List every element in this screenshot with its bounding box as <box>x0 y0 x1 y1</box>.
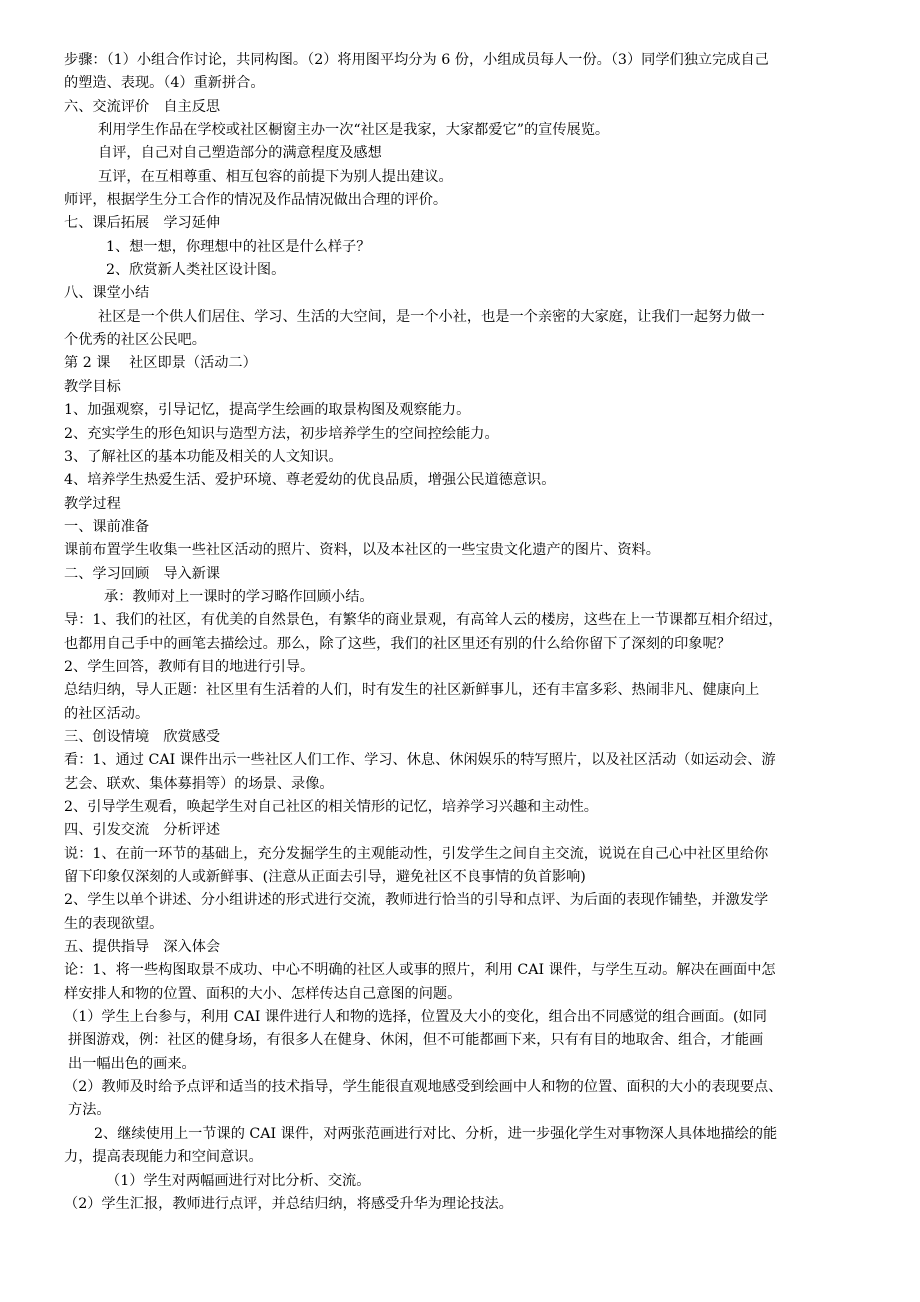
text-line: 也都用自己手中的画笔去描绘过。那么，除了这些，我们的社区里还有别的什么给你留下了深刻的印象呢？ <box>64 635 731 652</box>
text-line: 导：1、我们的社区，有优美的自然景色，有繁华的商业景观，有高耸人云的楼房，这些在上一节课都互相介绍过， <box>64 612 783 629</box>
text-line: 的社区活动。 <box>64 705 150 722</box>
section-heading: 八、课堂小结 <box>64 285 150 302</box>
text-line: （2）学生汇报，教师进行点评，并总结归纳，将感受升华为理论技法。 <box>64 1195 513 1212</box>
text-line: 2、学生回答，教师有目的地进行引导。 <box>64 658 315 675</box>
text-line: 方法。 <box>68 1102 111 1119</box>
list-item: 2、充实学生的形色知识与造型方法，初步培养学生的空间控绘能力。 <box>64 425 499 442</box>
list-item: 3、了解社区的基本功能及相关的人文知识。 <box>64 448 343 465</box>
text-line: 生的表现欲望。 <box>64 915 164 932</box>
text-line: 看：1、通过 CAI 课件出示一些社区人们工作、学习、休息、休闲娱乐的特写照片，以及社区活动（如运动会、游 <box>64 752 776 769</box>
list-item: 1、想一想，你理想中的社区是什么样子？ <box>106 238 371 255</box>
text-line: （1）学生上台参与，利用 CAI 课件进行人和物的选择，位置及大小的变化，组合出不同感觉的组合画面。(如同 <box>64 1009 767 1026</box>
text-line: 2、引导学生观看，唤起学生对自己社区的相关情形的记忆，培养学习兴趣和主动性。 <box>64 799 598 815</box>
text-line: 步骤：（1）小组合作讨论，共同构图。（2）将用图平均分为 6 份，小组成员每人一份。（3）同学们独立完成自己 <box>64 52 769 68</box>
lesson-title: 第 2 课 社区即景（活动二） <box>64 355 257 372</box>
text-line: 师评，根据学生分工合作的情况及作品情况做出合理的评价。 <box>64 192 448 209</box>
list-item: 2、欣赏新人类社区设计图。 <box>106 262 286 279</box>
text-line: 社区是一个供人们居住、学习、生活的大空间，是一个小社，也是一个亲密的大家庭，让我们一起努力做一 <box>98 308 765 325</box>
text-line: 利用学生作品在学校或社区橱窗主办一次“社区是我家，大家都爱它”的宣传展览。 <box>98 122 610 139</box>
section-heading: 四、引发交流 分析评述 <box>64 822 221 839</box>
text-line: 自评，自己对自己塑造部分的满意程度及感想 <box>98 145 382 162</box>
text-line: 论：1、将一些构图取景不成功、中心不明确的社区人或事的照片，利用 CAI 课件，与学生互动。解决在画面中怎 <box>64 962 776 979</box>
section-heading: 教学过程 <box>64 495 121 512</box>
text-line: （2）教师及时给予点评和适当的技术指导，学生能很直观地感受到绘画中人和物的位置、面积的大小的表现要点、 <box>64 1079 783 1096</box>
text-line: 总结归纳，导人正题：社区里有生活着的人们，时有发生的社区新鲜事儿，还有丰富多彩、热闹非凡、健康向上 <box>64 682 760 699</box>
text-line: 说：1、在前一环节的基础上，充分发掘学生的主观能动性，引发学生之间自主交流，说说在自己心中社区里给你 <box>64 845 769 862</box>
section-heading: 二、学习回顾 导入新课 <box>64 565 221 582</box>
text-line: 承：教师对上一课时的学习略作回顾小结。 <box>104 588 374 605</box>
text-line: 课前布置学生收集一些社区活动的照片、资料，以及本社区的一些宝贵文化遗产的图片、资料。 <box>64 542 660 559</box>
section-heading: 六、交流评价 自主反思 <box>64 98 221 115</box>
section-heading: 教学目标 <box>64 378 121 395</box>
text-line: 样安排人和物的位置、面积的大小、怎样传达自己意图的问题。 <box>64 985 462 1002</box>
text-line: 力，提高表现能力和空间意识。 <box>64 1149 263 1166</box>
section-heading: 五、提供指导 深入体会 <box>64 939 221 956</box>
text-line: 个优秀的社区公民吧。 <box>64 332 206 349</box>
text-line: 的塑造、表现。（4）重新拼合。 <box>64 75 265 92</box>
section-heading: 一、课前准备 <box>64 518 150 535</box>
text-line: （1）学生对两幅画进行对比分析、交流。 <box>106 1172 371 1189</box>
text-line: 2、继续使用上一节课的 CAI 课件，对两张范画进行对比、分析，进一步强化学生对事物深人具体地描绘的能 <box>94 1125 778 1142</box>
text-line: 艺会、联欢、集体募捐等）的场景、录像。 <box>64 775 334 792</box>
text-line: 拼图游戏，例：社区的健身场，有很多人在健身、休闲，但不可能都画下来，只有有目的地取舍、组合，才能画 <box>68 1032 764 1049</box>
section-heading: 七、课后拓展 学习延伸 <box>64 215 221 232</box>
text-line: 互评，在互相尊重、相互包容的前提下为别人提出建议。 <box>98 168 453 185</box>
list-item: 4、培养学生热爱生活、爱护环境、尊老爱幼的优良品质，增强公民道德意识。 <box>64 472 556 489</box>
text-line: 2、学生以单个讲述、分小组讲述的形式进行交流，教师进行恰当的引导和点评、为后面的表现作铺垫，并激发学 <box>64 892 769 909</box>
section-heading: 三、创设情境 欣赏感受 <box>64 728 221 745</box>
text-line: 留下印象仅深刻的人或新鲜事、(注意从正面去引导，避免社区不良事情的负首影响) <box>64 869 586 886</box>
text-line: 出一幅出色的画来。 <box>68 1055 196 1072</box>
list-item: 1、加强观察，引导记忆，提高学生绘画的取景构图及观察能力。 <box>64 402 471 419</box>
